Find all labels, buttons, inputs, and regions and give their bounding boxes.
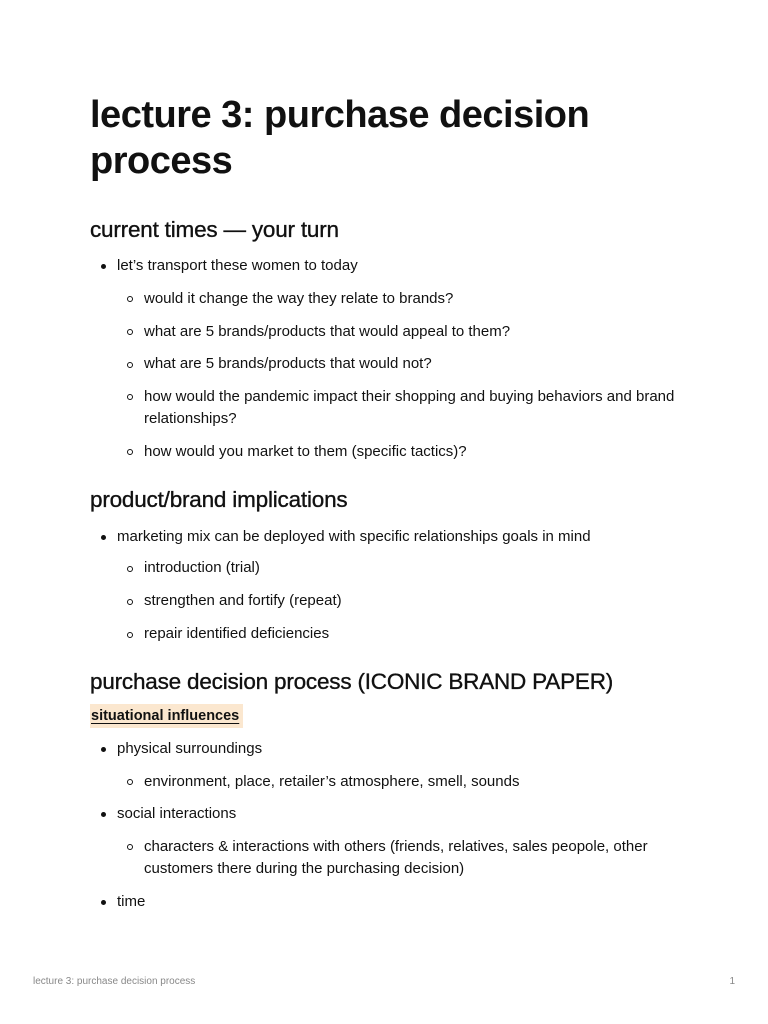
- circle-bullet-icon: [127, 632, 133, 638]
- circle-bullet-icon: [127, 566, 133, 572]
- bullet-icon: [101, 747, 106, 752]
- section-heading-purchase-decision: purchase decision process (ICONIC BRAND PAPER): [90, 669, 614, 694]
- sub-list-item: introduction (trial): [144, 559, 260, 576]
- list-item: time: [117, 893, 146, 910]
- sub-list-item: environment, place, retailer’s atmosphere, smell, sounds: [144, 773, 520, 790]
- section-heading-product-brand: product/brand implications: [90, 487, 348, 512]
- section-heading-current-times: current times — your turn: [90, 217, 339, 242]
- bullet-icon: [101, 535, 106, 540]
- footer-page-number: 1: [729, 976, 735, 987]
- circle-bullet-icon: [127, 779, 133, 785]
- circle-bullet-icon: [127, 844, 133, 850]
- list-item: social interactions: [117, 805, 237, 822]
- bullet-icon: [101, 812, 106, 817]
- circle-bullet-icon: [127, 449, 133, 455]
- circle-bullet-icon: [127, 296, 133, 302]
- circle-bullet-icon: [127, 362, 133, 368]
- circle-bullet-icon: [127, 599, 133, 605]
- highlighted-label-situational-influences: situational influences: [90, 704, 243, 728]
- sub-list-item: what are 5 brands/products that would appeal to them?: [144, 323, 511, 340]
- sub-list-item: how would the pandemic impact their shopping and buying behaviors and brand relationships?: [144, 388, 675, 427]
- page-title: lecture 3: purchase decision process: [90, 94, 590, 182]
- sub-list-item: what are 5 brands/products that would not?: [144, 355, 432, 372]
- list-item: marketing mix can be deployed with specific relationships goals in mind: [117, 528, 591, 545]
- sub-list-item: strengthen and fortify (repeat): [144, 592, 342, 609]
- sub-list-item: would it change the way they relate to brands?: [144, 290, 454, 307]
- sub-list-item: how would you market to them (specific tactics)?: [144, 443, 467, 460]
- sub-list-item: characters & interactions with others (friends, relatives, sales peopole, other customers there during the purchasing decision): [144, 838, 648, 877]
- circle-bullet-icon: [127, 394, 133, 400]
- bullet-icon: [101, 264, 106, 269]
- footer-document-title: lecture 3: purchase decision process: [33, 976, 196, 987]
- circle-bullet-icon: [127, 329, 133, 335]
- list-item: physical surroundings: [117, 740, 263, 757]
- sub-list-item: repair identified deficiencies: [144, 625, 330, 642]
- bullet-icon: [101, 900, 106, 905]
- list-item: let’s transport these women to today: [117, 257, 358, 274]
